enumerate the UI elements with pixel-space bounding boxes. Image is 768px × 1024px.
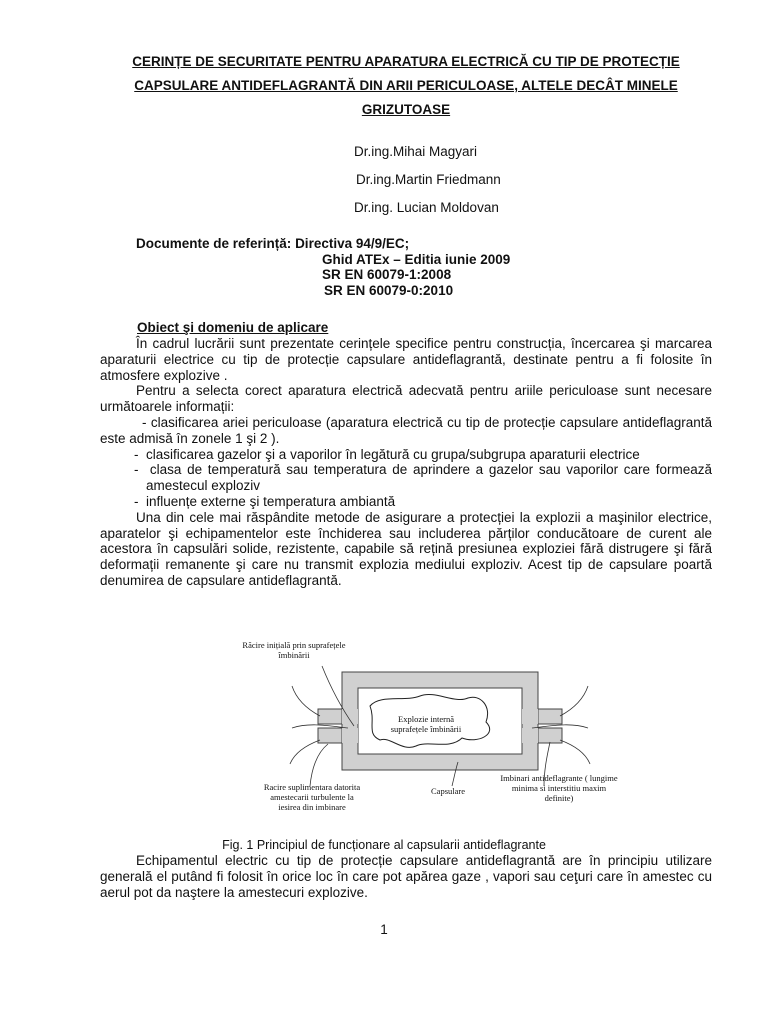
dash-item-3: - clasa de temperatură sau temperatura de aprindere a gazelor sau vaporilor care formează amestecul exploziv: [134, 462, 713, 494]
author-1: Dr.ing.Mihai Magyari: [354, 144, 478, 159]
body-text: [100, 336, 712, 589]
author-2: Dr.ing.Martin Friedmann: [356, 172, 501, 187]
reference-item-2: Ghid ATEx – Editia iunie 2009: [322, 251, 511, 267]
reference-item-4: SR EN 60079-0:2010: [324, 282, 454, 298]
references-label: Documente de referință:: [136, 236, 292, 251]
leader-bottom-left: [310, 744, 328, 786]
dash-item-1: - clasificarea ariei periculoase (aparatura electrică cu tip de protecție capsulare antideflagrantă este admisă în zonele 1 şi 2 ).: [100, 414, 712, 446]
label-internal-explosion: Explozie internă suprafețele îmbinării: [390, 714, 462, 734]
left-flange-bottom: [318, 728, 342, 743]
left-flange-top: [318, 709, 342, 724]
dash-item-2: - clasificarea gazelor şi a vaporilor în legătură cu grupa/subgrupa aparaturii electrice: [134, 446, 640, 462]
label-initial-cooling: Răcire inițială prin suprafețele îmbinării: [242, 640, 346, 660]
right-flange-bottom: [538, 728, 562, 743]
right-flange-top: [538, 709, 562, 724]
reference-item-3: SR EN 60079-1:2008: [322, 267, 452, 282]
label-flameproof-joints: Imbinari antideflagrante ( lungime minima si interstitiu maxim definite): [500, 773, 618, 803]
flameproof-enclosure-diagram: [230, 636, 630, 836]
label-extra-cooling: Racire suplimentara datorita amestecarii turbulente la iesirea din imbinare: [263, 782, 361, 812]
page-number: 1: [380, 922, 388, 937]
author-3: Dr.ing. Lucian Moldovan: [354, 200, 499, 215]
paragraph-4: Echipamentul electric cu tip de protecție capsulare antideflagrantă are în principiu utilizare generală el putând fi folosit în orice loc în care pot apărea gaze , vapori sau ceţuri care în amestec cu aerul pot da naştere la amestecuri explozive.: [100, 853, 712, 900]
paragraph-1: În cadrul lucrării sunt prezentate cerințele specifice pentru construcția, încercarea şi marcarea aparaturii electrice cu tip de protecție capsulare antideflagrantă, destinate pentru a fi folosite în atmosfere explozive .: [100, 336, 712, 383]
figure-caption: Fig. 1 Principiul de funcționare al capsularii antideflagrante: [222, 838, 546, 852]
dash-item-4: - influențe externe şi temperatura ambiantă: [134, 493, 396, 509]
label-enclosure: Capsulare: [431, 786, 465, 796]
author-list: [354, 144, 501, 228]
reference-documents: [136, 236, 510, 298]
document-title: CERINȚE DE SECURITATE PENTRU APARATURA ELECTRICĂ CU TIP DE PROTECȚIE CAPSULARE ANTIDEFLAGRANTĂ DIN ARII PERICULOASE, ALTELE DECÂT MINELE GRIZUTOASE: [132, 54, 680, 117]
paragraph-3: Una din cele mai răspândite metode de asigurare a protecției la explozii a maşinilor electrice, aparatelor şi echipamentelor este închiderea sau includerea părților conducătoare de curent ale acestora în capsulări solide, rezistente, capabile să rețină presiunea exploziei fără distrugere şi fără deformații remanente şi care nu transmit explozia mediului exploziv. Acest tip de capsulare poartă denumirea de capsulare antideflagrantă.: [100, 509, 712, 588]
paragraph-2: Pentru a selecta corect aparatura electrică adecvată pentru ariile periculoase sunt necesare următoarele informații:: [100, 383, 712, 415]
section-title: Obiect şi domeniu de aplicare: [137, 320, 329, 335]
body-text-2: [100, 853, 712, 900]
reference-item-1: Directiva 94/9/EC;: [295, 236, 410, 251]
